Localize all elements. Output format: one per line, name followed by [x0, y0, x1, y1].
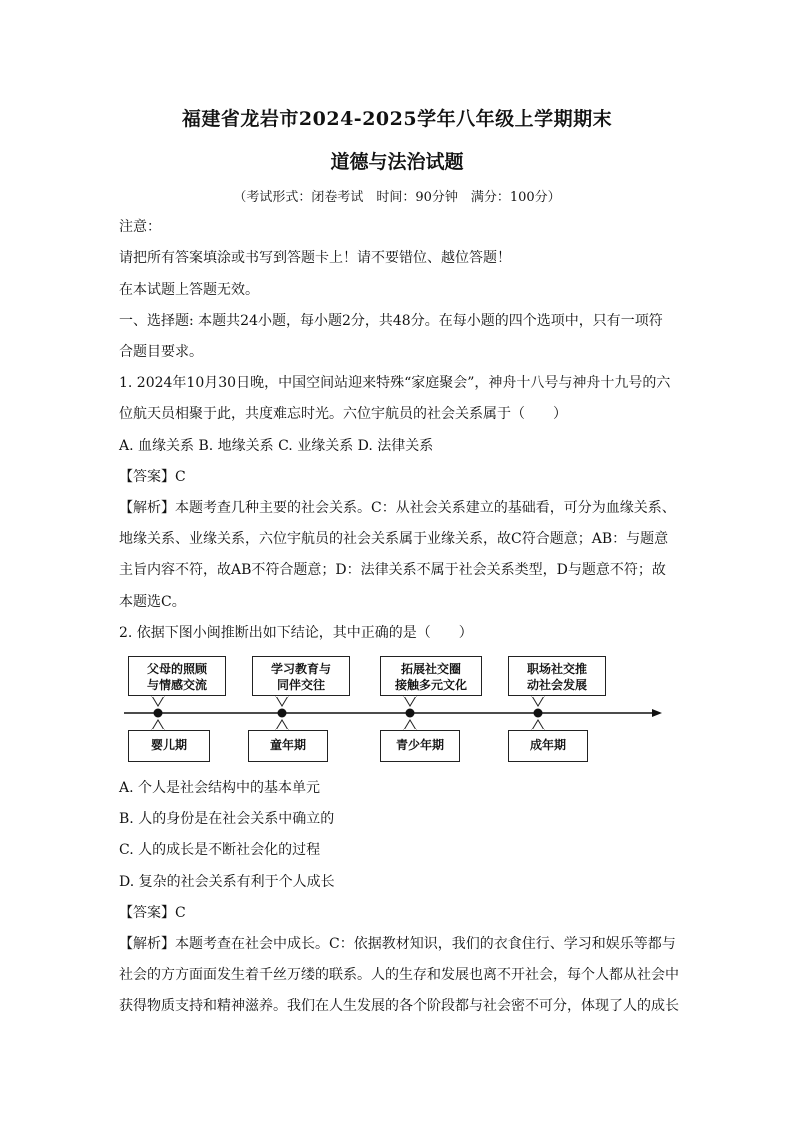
stage-childhood-description [252, 656, 350, 696]
stage-description-line: 学习教育与 [270, 662, 331, 676]
q2-answer: 【答案】C [119, 905, 186, 921]
stage-infancy-description [128, 656, 226, 696]
q2-stem: 2. 依据下图小闽推断出如下结论，其中正确的是（ ） [119, 625, 473, 641]
q1-analysis-line-1: 【解析】本题考查几种主要的社会关系。C：从社会关系建立的基础看，可分为血缘关系、 [119, 500, 676, 516]
q2-option-b: B. 人的身份是在社会关系中确立的 [119, 811, 335, 827]
q1-analysis-line-4: 本题选C。 [119, 594, 186, 610]
timeline-dot [278, 709, 287, 718]
stage-description-line: 接触多元文化 [394, 678, 467, 692]
growth-timeline-diagram [118, 650, 678, 768]
timeline-dot [154, 709, 163, 718]
stage-period-adulthood: 成年期 [508, 730, 588, 762]
q1-stem-line-2: 位航天员相聚于此，共度难忘时光。六位宇航员的社会关系属于（ ） [119, 406, 567, 422]
notice-line-2: 在本试题上答题无效。 [119, 282, 259, 298]
q1-stem-line-1: 1. 2024年10月30日晚，中国空间站迎来特殊“家庭聚会”，神舟十八号与神舟十九号的六 [119, 375, 671, 391]
stage-adolescence-description [380, 656, 482, 696]
q2-analysis-line-3: 获得物质支持和精神滋养。我们在人生发展的各个阶段都与社会密不可分，体现了人的成长 [119, 998, 679, 1014]
section-instruction-line-1: 一、选择题: 本题共24小题，每小题2分，共48分。在每小题的四个选项中，只有一项符 [119, 313, 663, 329]
section-instruction-line-2: 合题目要求。 [119, 344, 203, 360]
stage-description-line: 父母的照顾 [146, 662, 207, 676]
stage-period-infancy: 婴儿期 [128, 730, 210, 762]
q1-analysis-line-2: 地缘关系、业缘关系，六位宇航员的社会关系属于业缘关系，故C符合题意；AB：与题意 [119, 531, 669, 547]
q2-option-a: A. 个人是社会结构中的基本单元 [119, 780, 321, 796]
q2-analysis-line-1: 【解析】本题考查在社会中成长。C：依据教材知识，我们的衣食住行、学习和娱乐等都与 [119, 936, 676, 952]
arrow-right-icon [652, 709, 662, 717]
q1-analysis-line-3: 主旨内容不符，故AB不符合题意；D：法律关系不属于社会关系类型，D与题意不符；故 [119, 562, 666, 578]
stage-description-line: 动社会发展 [526, 678, 587, 692]
stage-description-line: 与情感交流 [146, 678, 207, 692]
stage-adulthood-description [508, 656, 606, 696]
exam-info: （考试形式：闭卷考试 时间：90分钟 满分：100分） [233, 190, 561, 205]
notice-line-1: 请把所有答案填涂或书写到答题卡上！请不要错位、越位答题！ [119, 250, 511, 266]
stage-description-line: 拓展社交圈 [400, 662, 461, 676]
q2-analysis-line-2: 社会的方方面面发生着千丝万缕的联系。人的生存和发展也离不开社会，每个人都从社会中 [119, 967, 679, 983]
q2-option-c: C. 人的成长是不断社会化的过程 [119, 842, 321, 858]
q1-answer: 【答案】C [119, 469, 186, 485]
stage-description-line: 同伴交往 [276, 678, 325, 692]
stage-description-line: 职场社交推 [526, 662, 587, 676]
q2-option-d: D. 复杂的社会关系有利于个人成长 [119, 874, 335, 890]
stage-period-childhood: 童年期 [248, 730, 328, 762]
notice-label: 注意： [119, 219, 161, 235]
page-subject-title: 道德与法治试题 [330, 151, 464, 173]
timeline-dot [406, 709, 415, 718]
page-title: 福建省龙岩市2024-2025学年八年级上学期期末 [181, 108, 613, 130]
stage-period-adolescence: 青少年期 [380, 730, 460, 762]
timeline-dot [534, 709, 543, 718]
q1-options: A. 血缘关系 B. 地缘关系 C. 业缘关系 D. 法律关系 [119, 438, 434, 454]
